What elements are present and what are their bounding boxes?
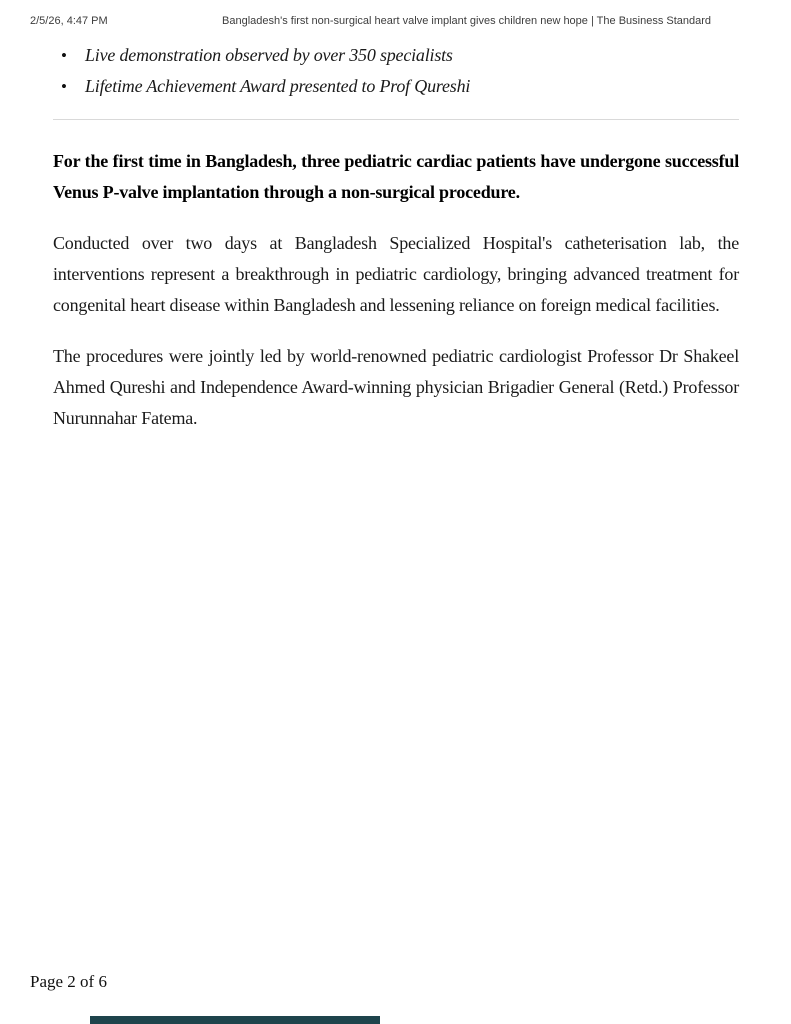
page-number-label: Page 2 of 6 xyxy=(30,972,107,991)
section-divider xyxy=(53,119,739,120)
print-header-datetime: 2/5/26, 4:47 PM xyxy=(30,15,108,27)
next-page-edge-bar xyxy=(90,1016,380,1024)
body-paragraph: Conducted over two days at Bangladesh Specialized Hospital's catheterisation lab, the interventions represent a breakthrough in pediatric cardiology, bringing advanced treatment for congenital heart disease within Bangladesh and lessening reliance on foreign medical facilities. xyxy=(53,233,739,315)
article-content xyxy=(53,40,739,434)
list-item xyxy=(61,40,739,71)
body-paragraph: The procedures were jointly led by world-renowned pediatric cardiologist Professor Dr Shakeel Ahmed Qureshi and Independence Award-winning physician Brigadier General (Retd.) Professor Nurunnahar Fatema. xyxy=(53,346,739,428)
list-item-text: Lifetime Achievement Award presented to Prof Qureshi xyxy=(85,76,471,96)
bullet-icon: • xyxy=(61,77,67,96)
list-item-text: Live demonstration observed by over 350 specialists xyxy=(85,45,453,65)
print-header xyxy=(0,15,791,31)
print-header-title: Bangladesh's first non-surgical heart valve implant gives children new hope | The Business Standard xyxy=(222,15,712,27)
highlights-list xyxy=(53,40,739,102)
list-item xyxy=(61,71,739,102)
bullet-icon: • xyxy=(61,46,67,65)
lead-paragraph: For the first time in Bangladesh, three pediatric cardiac patients have undergone successful Venus P-valve implantation through a non-surgical procedure. xyxy=(53,151,739,202)
